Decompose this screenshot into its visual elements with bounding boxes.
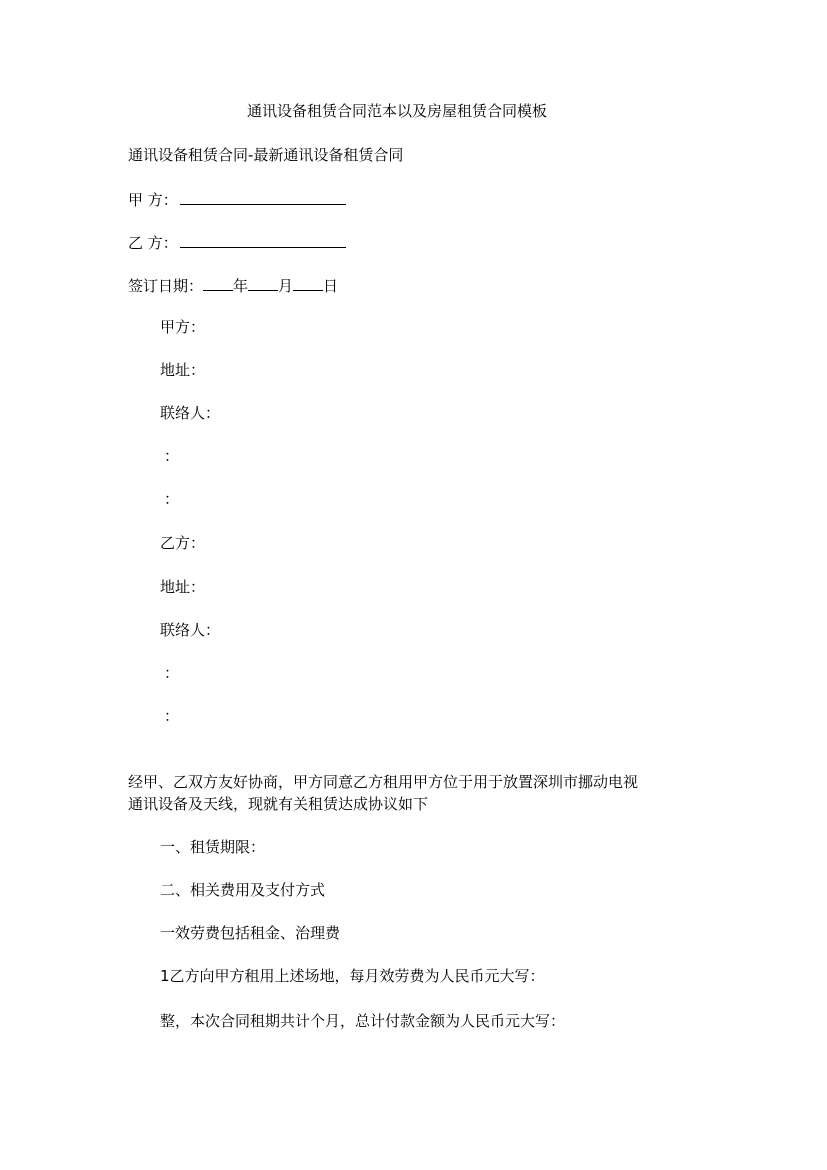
party-b-contact: 联络人：: [160, 621, 221, 639]
month-fill-line: [248, 274, 278, 291]
day-fill-line: [293, 274, 323, 291]
sign-date-label: 签订日期：: [128, 277, 204, 295]
section-fees-payment: 二、相关费用及支付方式: [160, 881, 326, 899]
document-subtitle: 通讯设备租赁合同-最新通讯设备租赁合同: [128, 146, 404, 164]
party-b-header-label: 乙 方：: [128, 234, 178, 252]
party-a-header: [128, 188, 346, 210]
section-lease-term: 一、租赁期限：: [160, 838, 266, 856]
party-a-blank-2: ：: [164, 490, 180, 508]
year-label: 年: [233, 277, 249, 295]
intro-line-1: 经甲、乙双方友好协商，甲方同意乙方租用甲方位于用于放置深圳市挪动电视: [128, 773, 639, 791]
party-b-address: 地址：: [160, 578, 206, 596]
party-b-blank-1: ：: [164, 664, 180, 682]
party-a-address: 地址：: [160, 361, 206, 379]
intro-line-2: 通讯设备及天线，现就有关租赁达成协议如下: [128, 795, 429, 813]
party-b-name: 乙方：: [160, 534, 206, 552]
party-a-fill-line: [180, 188, 346, 205]
party-a-header-label: 甲 方：: [128, 191, 178, 209]
year-fill-line: [203, 274, 233, 291]
party-a-blank-1: ：: [164, 447, 180, 465]
party-b-blank-2: ：: [164, 707, 180, 725]
party-b-header: [128, 231, 346, 253]
month-label: 月: [278, 277, 294, 295]
document-title: 通讯设备租赁合同范本以及房屋租赁合同模板: [247, 102, 548, 120]
party-a-name: 甲方：: [160, 318, 206, 336]
sign-date: [128, 274, 338, 296]
party-b-fill-line: [180, 231, 346, 248]
clause-1: 1乙方向甲方租用上述场地，每月效劳费为人民币元大写：: [160, 967, 545, 985]
fee-intro: 一效劳费包括租金、治理费: [160, 924, 341, 942]
party-a-contact: 联络人：: [160, 404, 221, 422]
clause-2: 整，本次合同租期共计个月，总计付款金额为人民币元大写：: [160, 1012, 566, 1030]
day-label: 日: [323, 277, 339, 295]
